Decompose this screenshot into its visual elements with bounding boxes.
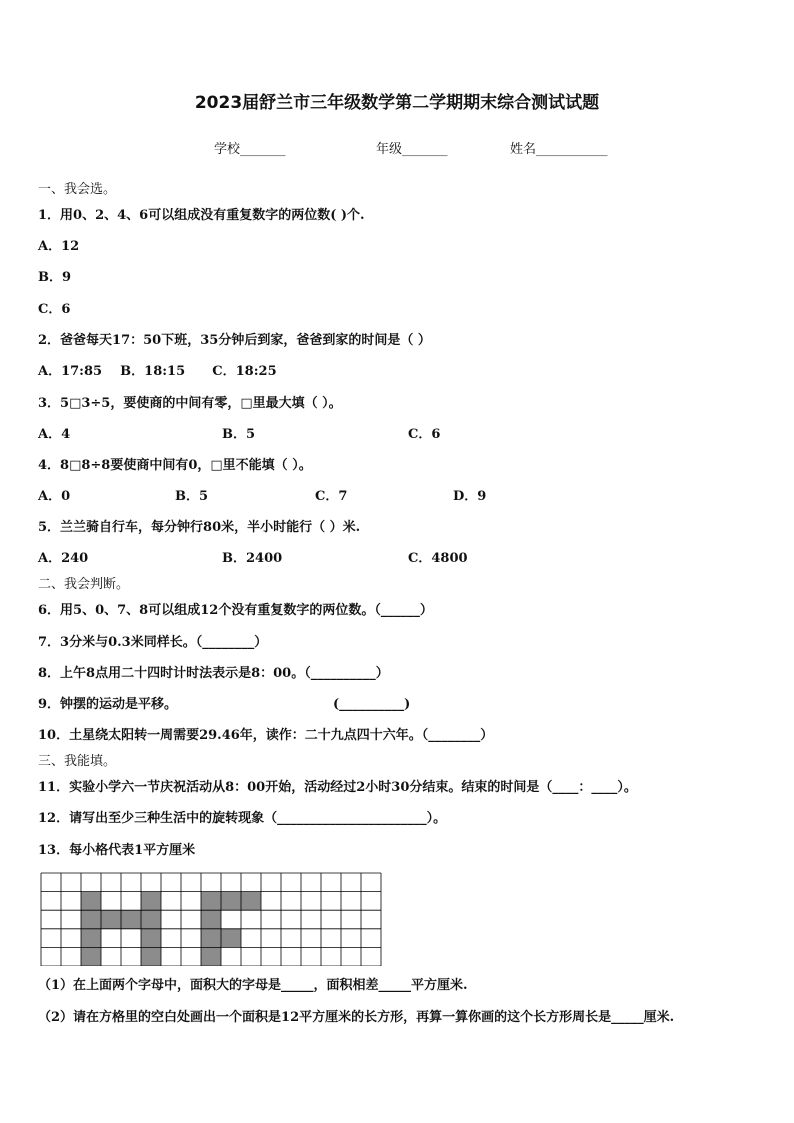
- q4-option-b: B．5: [175, 489, 209, 504]
- q2-options: A．17:85 B．18:15 C．18:25: [38, 364, 277, 379]
- question-8: 8．上午8点用二十四时计时法表示是8：00。（__________）: [38, 666, 389, 681]
- letter-f-middle-bar: [221, 929, 241, 948]
- q5-option-b: B．2400: [222, 551, 283, 566]
- question-7: 7．3分米与0.3米同样长。（________）: [38, 635, 268, 650]
- question-2: 2．爸爸每天17：50下班，35分钟后到家，爸爸到家的时间是（ ）: [38, 333, 431, 348]
- question-13-part-2: （2）请在方格里的空白处画出一个面积是12平方厘米的长方形，再算一算你画的这个长方形周长是_____厘米.: [38, 1010, 675, 1025]
- question-12: 12．请写出至少三种生活中的旋转现象（_______________________）。: [38, 811, 447, 826]
- question-1: 1．用0、2、4、6可以组成没有重复数字的两位数( )个.: [38, 208, 365, 223]
- question-9: 9．钟摆的运动是平移。: [38, 697, 178, 712]
- page-title: 2023届舒兰市三年级数学第二学期期末综合测试试题: [194, 93, 600, 113]
- q4-option-a: A．0: [38, 489, 71, 504]
- section-heading-2: 二、我会判断。: [38, 577, 130, 592]
- grade-field: 年级_______: [376, 142, 448, 157]
- question-6: 6．用5、0、7、8可以组成12个没有重复数字的两位数。（______）: [38, 603, 433, 618]
- question-13-part-1: （1）在上面两个字母中，面积大的字母是_____，面积相差_____平方厘米.: [38, 978, 468, 993]
- square-grid: [40, 872, 382, 966]
- question-13: 13．每小格代表1平方厘米: [38, 843, 196, 858]
- q1-option-c: C．6: [38, 302, 71, 317]
- section-heading-1: 一、我会选。: [38, 182, 117, 197]
- question-5: 5．兰兰骑自行车，每分钟行80米，半小时能行（ ）米.: [38, 520, 361, 535]
- section-heading-3: 三、我能填。: [38, 754, 117, 769]
- question-4: 4．8□8÷8要使商中间有0，□里不能填（ ）。: [38, 458, 312, 473]
- q5-option-a: A．240: [38, 551, 89, 566]
- q9-answer-blank: (__________): [333, 697, 411, 712]
- question-11: 11．实验小学六一节庆祝活动从8：00开始，活动经过2小时30分结束。结束的时间是（____：____）。: [38, 780, 637, 795]
- school-field: 学校_______: [214, 142, 286, 157]
- q1-option-a: A．12: [38, 239, 80, 254]
- q4-option-c: C．7: [315, 489, 348, 504]
- question-3: 3．5□3÷5，要使商的中间有零，□里最大填（ ）。: [38, 396, 342, 411]
- q3-option-c: C．6: [408, 427, 441, 442]
- q3-option-a: A．4: [38, 427, 71, 442]
- q3-option-b: B．5: [222, 427, 256, 442]
- q4-option-d: D．9: [453, 489, 487, 504]
- question-10: 10．土星绕太阳转一周需要29.46年，读作：二十九点四十六年。（________）: [38, 728, 494, 743]
- name-field: 姓名___________: [510, 142, 608, 157]
- q1-option-b: B．9: [38, 270, 72, 285]
- q5-option-c: C．4800: [408, 551, 468, 566]
